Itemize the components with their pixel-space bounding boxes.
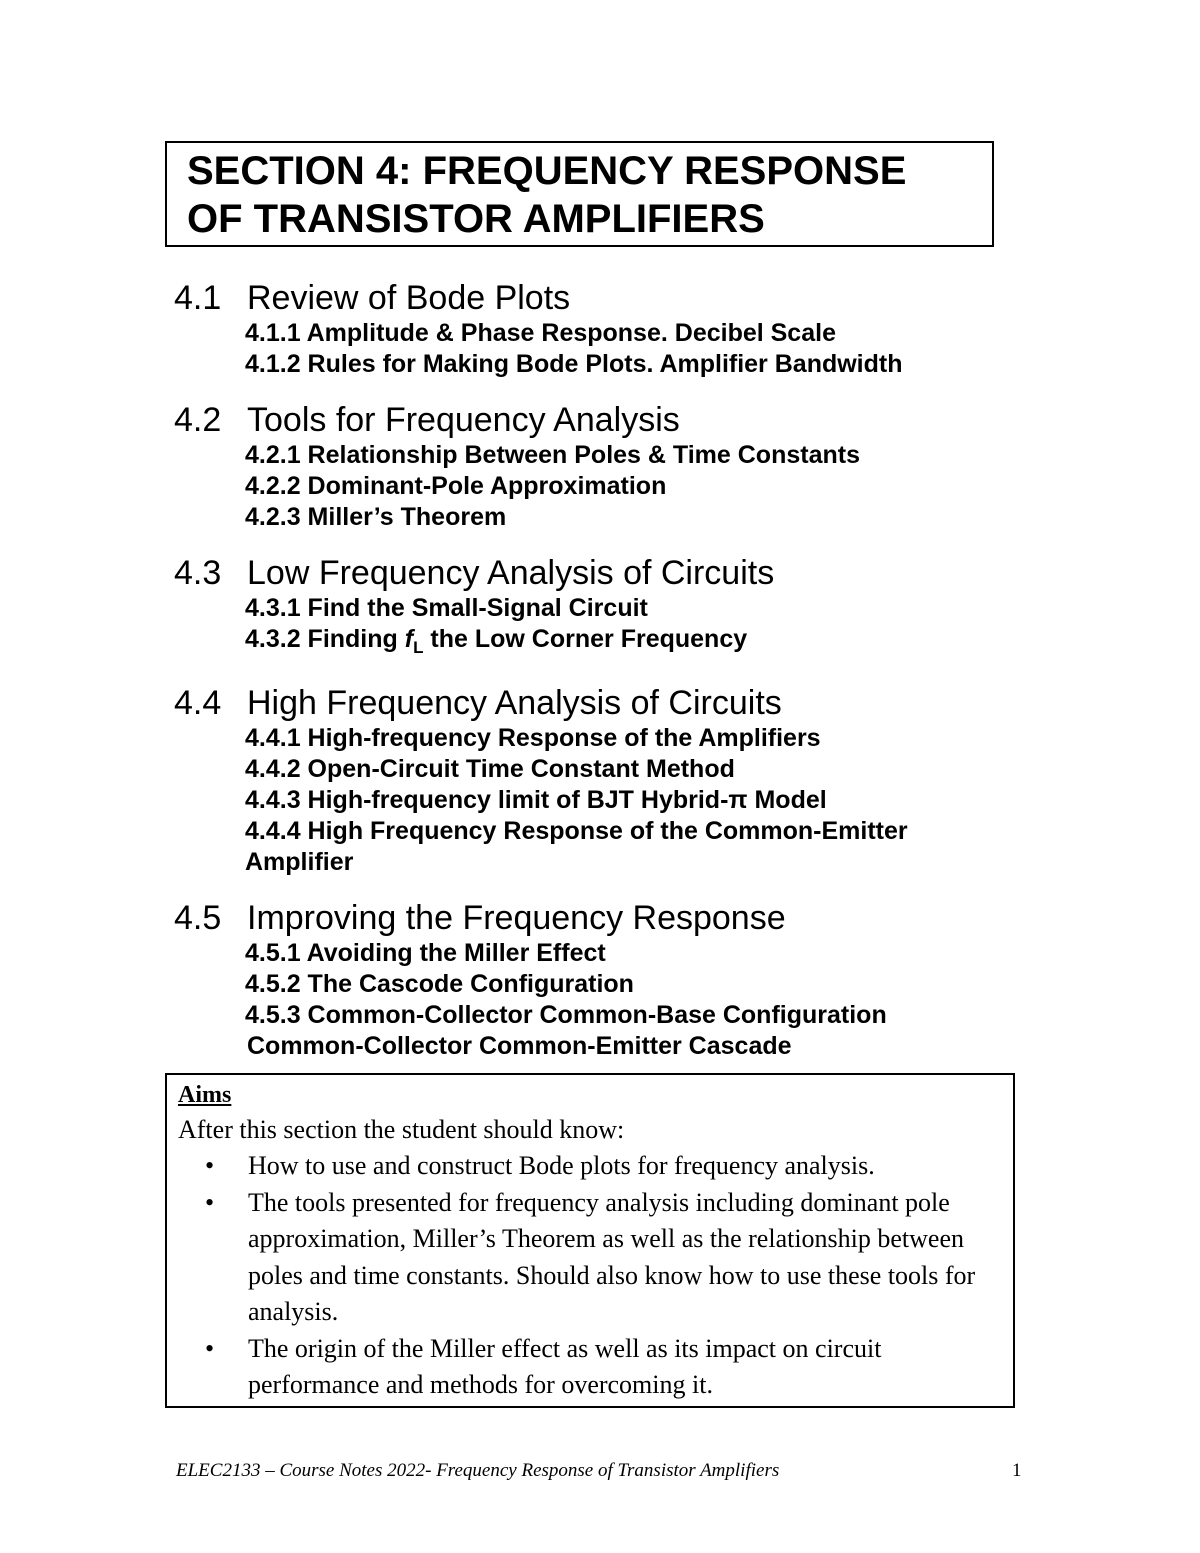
toc-subsection: Common-Collector Common-Emitter Cascade [247,1032,792,1060]
frequency-symbol: f [404,625,414,653]
page-number: 1 [1012,1460,1022,1481]
aims-item-text: The origin of the Miller effect as well as its impact on circuit performance and methods for overcoming it. [248,1333,882,1399]
toc-section-title: Tools for Frequency Analysis [247,401,680,439]
toc-section-heading [174,553,1054,593]
toc-section-number: 4.5 [174,899,222,937]
aims-heading: Aims [178,1082,232,1108]
toc-section-title: High Frequency Analysis of Circuits [247,684,782,722]
toc-section-4-5 [174,898,1054,1062]
page-footer: ELEC2133 – Course Notes 2022- Frequency Response of Transistor Amplifiers [176,1460,780,1481]
toc-section-4-3 [174,553,1054,663]
bullet-icon: • [205,1187,215,1217]
aims-item-text: The tools presented for frequency analysis including dominant pole approximation, Miller’s Theorem as well as the relationship between poles and time constants. Should also know how to use these tools for analysis. [248,1187,976,1326]
toc-section-heading [174,278,1054,318]
toc-subsection: 4.2.3 Miller’s Theorem [245,503,507,531]
toc-subsection [174,624,1054,663]
toc-section-heading [174,683,1054,723]
toc-section-4-4 [174,683,1054,878]
toc-section-4-1 [174,278,1054,380]
toc-section-heading [174,898,1054,938]
toc-section-number: 4.4 [174,684,222,722]
frequency-subscript: L [413,638,424,657]
toc-section-number: 4.1 [174,279,222,317]
toc-subsection: 4.4.3 High-frequency limit of BJT Hybrid-π Model [245,786,827,814]
toc-section-heading [174,400,1054,440]
toc-section-title: Improving the Frequency Response [247,899,786,937]
toc-subsection-prefix: 4.3.2 Finding [245,625,405,653]
toc-subsection: 4.2.2 Dominant-Pole Approximation [245,472,667,500]
toc-subsection: 4.5.1 Avoiding the Miller Effect [245,939,606,967]
toc-subsection: 4.2.1 Relationship Between Poles & Time Constants [245,441,860,469]
toc-subsection-suffix: the Low Corner Frequency [423,625,748,653]
toc-subsection: 4.5.2 The Cascode Configuration [245,970,634,998]
aims-list-item [178,1185,1008,1331]
toc-subsection: 4.1.2 Rules for Making Bode Plots. Amplifier Bandwidth [245,350,903,378]
aims-list-item [178,1331,1008,1404]
toc-subsection: 4.4.4 High Frequency Response of the Common-Emitter Amplifier [245,817,908,876]
toc-section-number: 4.3 [174,554,222,592]
section-title-line-2: OF TRANSISTOR AMPLIFIERS [187,197,765,241]
aims-list-item [178,1148,1008,1185]
toc-section-number: 4.2 [174,401,222,439]
toc-subsection: 4.4.2 Open-Circuit Time Constant Method [245,755,735,783]
toc-section-title: Low Frequency Analysis of Circuits [247,554,775,592]
aims-item-text: How to use and construct Bode plots for frequency analysis. [248,1151,875,1180]
bullet-icon: • [205,1333,215,1363]
aims-list [178,1148,1013,1404]
aims-intro: After this section the student should know: [178,1115,625,1144]
toc-subsection: 4.1.1 Amplitude & Phase Response. Decibel Scale [245,319,836,347]
toc-section-title: Review of Bode Plots [247,279,571,317]
bullet-icon: • [205,1151,215,1180]
toc-subsection: 4.5.3 Common-Collector Common-Base Configuration [245,1001,887,1029]
section-title-line-1: SECTION 4: FREQUENCY RESPONSE [187,149,907,193]
aims-box [165,1073,1015,1408]
toc-section-4-2 [174,400,1054,533]
table-of-contents [174,278,1054,1074]
toc-subsection: 4.3.1 Find the Small-Signal Circuit [245,594,648,622]
toc-subsection: 4.4.1 High-frequency Response of the Amplifiers [245,724,821,752]
section-title-box [165,141,994,247]
